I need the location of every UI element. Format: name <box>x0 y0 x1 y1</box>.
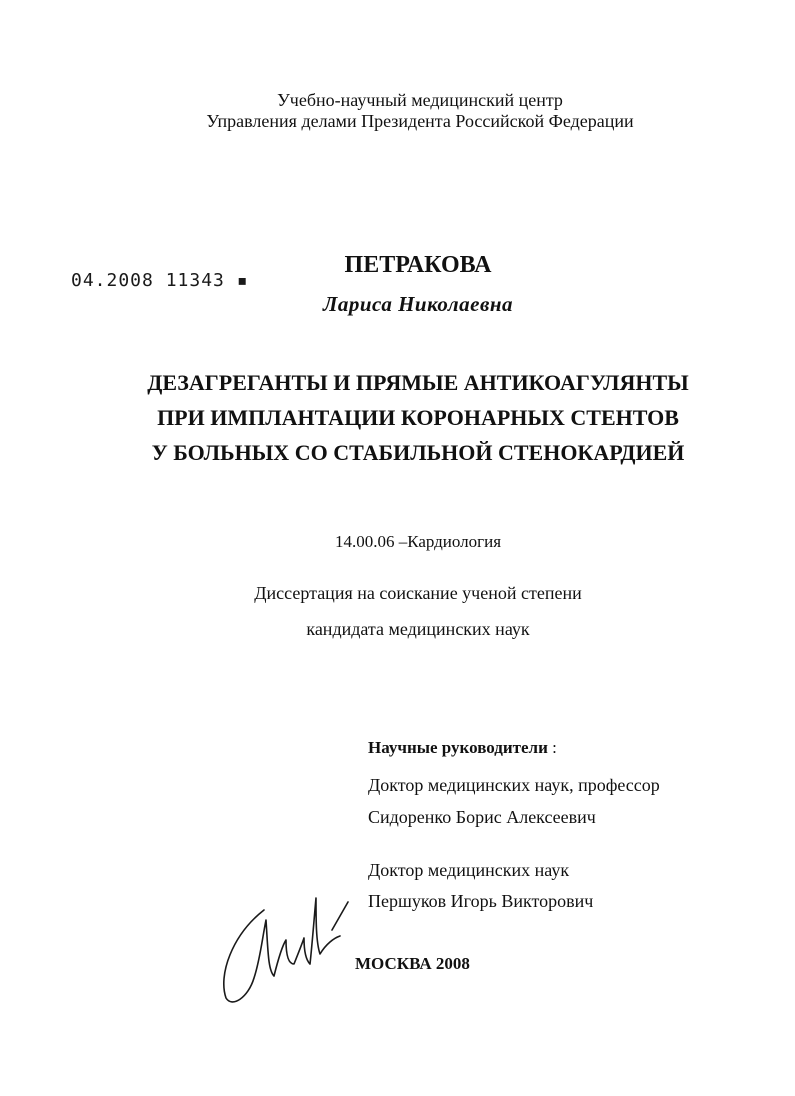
supervisor-2-name: Першуков Игорь Викторович <box>368 891 594 911</box>
stamp-mark: ▪ <box>224 270 249 291</box>
thesis-title-line-2: ПРИ ИМПЛАНТАЦИИ КОРОНАРНЫХ СТЕНТОВ <box>157 405 679 430</box>
supervisors-heading <box>368 738 557 758</box>
city-year: МОСКВА 2008 <box>355 954 470 973</box>
supervisor-1-name: Сидоренко Борис Алексеевич <box>368 807 596 827</box>
thesis-title-line-1: ДЕЗАГРЕГАНТЫ И ПРЯМЫЕ АНТИКОАГУЛЯНТЫ <box>147 370 689 395</box>
institution-line-1: Учебно-научный медицинский центр <box>277 90 563 110</box>
author-given-names: Лариса Николаевна <box>322 292 514 316</box>
author-surname: ПЕТРАКОВА <box>344 252 492 278</box>
dissertation-type-line-1: Диссертация на соискание ученой степени <box>254 583 582 603</box>
supervisor-1-degree: Доктор медицинских наук, профессор <box>368 775 660 795</box>
specialty-code: 14.00.06 –Кардиология <box>334 532 502 551</box>
stamp-number: 04.2008 11343 <box>71 270 225 291</box>
supervisor-2-degree: Доктор медицинских наук <box>368 860 570 880</box>
dissertation-type-line-2: кандидата медицинских наук <box>306 619 530 639</box>
supervisors-heading-text: Научные руководители <box>368 738 548 757</box>
handwritten-signature <box>212 880 362 1010</box>
thesis-title-line-3: У БОЛЬНЫХ СО СТАБИЛЬНОЙ СТЕНОКАРДИЕЙ <box>151 440 685 465</box>
institution-line-2: Управления делами Президента Российской Федерации <box>206 111 634 131</box>
supervisors-heading-colon: : <box>547 738 557 757</box>
